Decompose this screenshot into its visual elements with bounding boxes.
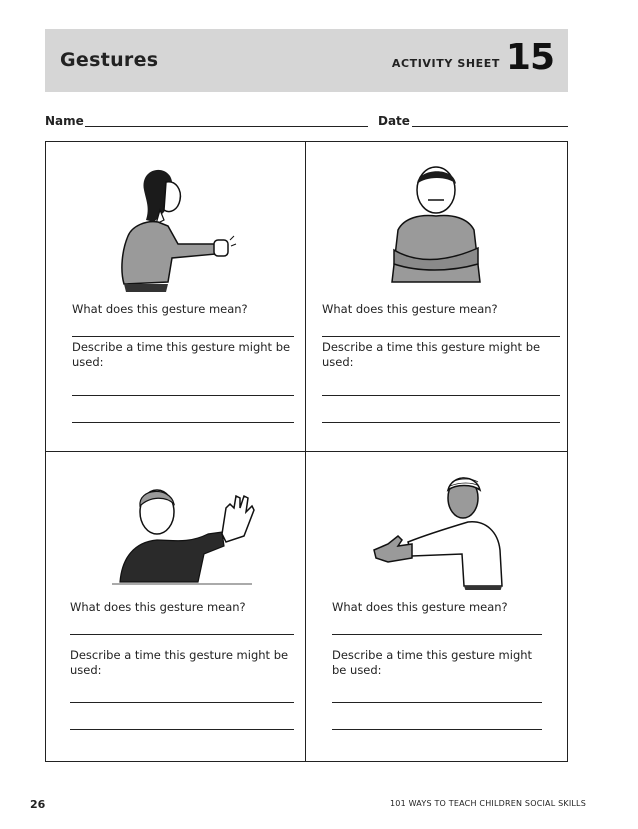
answer-line[interactable] — [332, 634, 542, 635]
header-bar — [45, 29, 568, 92]
gesture-panel-grid — [45, 141, 568, 762]
date-label: Date — [378, 114, 410, 128]
gesture-panel-3 — [46, 452, 305, 761]
describe-time-prompt: Describe a time this gesture might be used: — [70, 648, 289, 677]
answer-line[interactable] — [322, 422, 560, 423]
answer-line[interactable] — [72, 422, 294, 423]
describe-time-prompt: Describe a time this gesture might be used: — [322, 340, 541, 369]
man-raised-hand-stop-illustration — [112, 478, 262, 588]
activity-sheet-label: ACTIVITY SHEET — [391, 57, 500, 70]
answer-line[interactable] — [332, 729, 542, 730]
gesture-meaning-question: What does this gesture mean? — [72, 302, 248, 316]
man-arms-crossed-illustration — [384, 160, 494, 295]
gesture-panel-4 — [306, 452, 567, 761]
answer-line[interactable] — [70, 729, 294, 730]
answer-line[interactable] — [72, 336, 294, 337]
date-write-line[interactable] — [412, 126, 568, 127]
activity-sheet-number: 15 — [505, 37, 554, 78]
answer-line[interactable] — [72, 395, 294, 396]
page-number: 26 — [30, 798, 46, 811]
gesture-meaning-question: What does this gesture mean? — [70, 600, 246, 614]
name-date-row — [45, 114, 568, 132]
name-label: Name — [45, 114, 84, 128]
answer-line[interactable] — [322, 395, 560, 396]
book-title-footer: 101 WAYS TO TEACH CHILDREN SOCIAL SKILLS — [390, 799, 586, 808]
describe-time-prompt: Describe a time this gesture might be used: — [72, 340, 291, 369]
woman-pointing-fist-illustration — [106, 160, 256, 295]
gesture-panel-2 — [306, 142, 567, 451]
sheet-title: Gestures — [60, 49, 159, 71]
man-offering-handshake-illustration — [368, 470, 518, 590]
answer-line[interactable] — [332, 702, 542, 703]
gesture-panel-1 — [46, 142, 305, 451]
answer-line[interactable] — [70, 634, 294, 635]
describe-time-prompt: Describe a time this gesture might be used: — [332, 648, 533, 677]
answer-line[interactable] — [322, 336, 560, 337]
gesture-meaning-question: What does this gesture mean? — [322, 302, 498, 316]
name-write-line[interactable] — [85, 126, 368, 127]
gesture-meaning-question: What does this gesture mean? — [332, 600, 508, 614]
answer-line[interactable] — [70, 702, 294, 703]
